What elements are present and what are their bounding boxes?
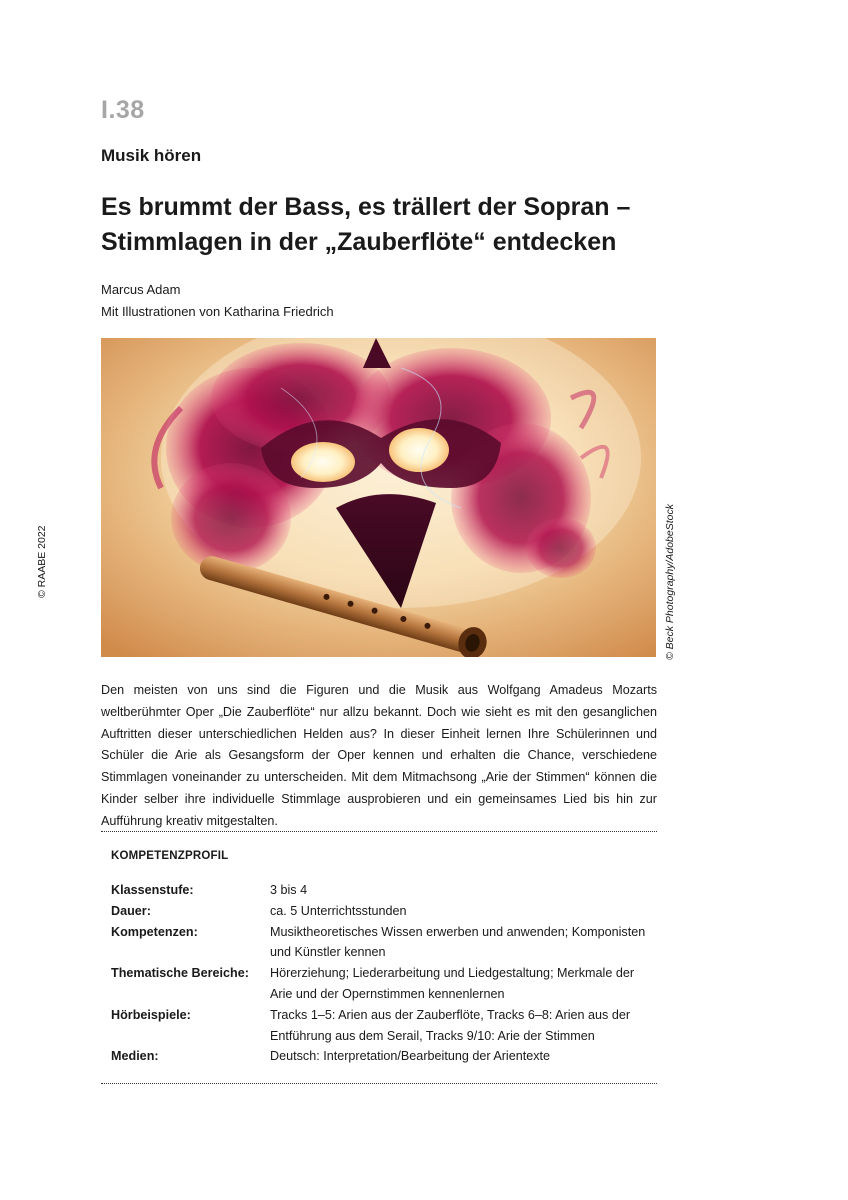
profile-label: Hörbeispiele: [111, 1007, 191, 1022]
feather-mask-with-flute-photo [101, 338, 656, 657]
author-name: Marcus Adam [101, 282, 181, 297]
profile-row-duration [111, 901, 651, 922]
copyright-side-label: © RAABE 2022 [36, 525, 48, 598]
intro-paragraph: Den meisten von uns sind die Figuren und die Musik aus Wolfgang Amadeus Mozarts weltberühmter Oper „Die Zauberflöte“ nur allzu bekannt. Doch wie sieht es mit den gesanglichen Auftritten dieser unterschiedlichen Helden aus? In dieser Einheit lernen Ihre Schülerinnen und Schüler die Arie als Gesangsform der Oper kennen und erhalten die Chance, verschiedene Stimmlagen voneinander zu unterscheiden. Mit dem Mitmachsong „Arie der Stimmen“ können die Kinder selber ihre individuelle Stimmlage ausprobieren und ein gemeinsames Lied bis hin zur Aufführung kreativ mitgestalten. [101, 683, 657, 828]
profile-value: Deutsch: Interpretation/Bearbeitung der Arientexte [270, 1049, 551, 1064]
page-title [101, 190, 721, 260]
profile-row-grade [111, 880, 651, 901]
profile-heading: KOMPETENZPROFIL [111, 850, 229, 862]
profile-value: Hörerziehung; Liederarbeitung und Liedgestaltung; Merkmale der Arie und der Opernstimmen kennenlernen [270, 966, 635, 1001]
profile-value: Tracks 1–5: Arien aus der Zauberflöte, Tracks 6–8: Arien aus der Entführung aus dem Serail, Tracks 9/10: Arie der Stimmen [270, 1007, 631, 1043]
title-line-1: Es brummt der Bass, es trällert der Sopran – [101, 193, 631, 221]
divider-bottom [101, 1083, 657, 1084]
author-block [101, 279, 334, 323]
title-line-2: Stimmlagen in der „Zauberflöte“ entdecken [101, 228, 617, 256]
profile-row-audio [111, 1005, 651, 1047]
category-label: Musik hören [101, 146, 202, 165]
profile-label: Klassenstufe: [111, 883, 194, 897]
profile-label: Thematische Bereiche: [111, 966, 249, 981]
divider-top [101, 831, 657, 832]
profile-label: Kompetenzen: [111, 924, 198, 939]
page-number: I.38 [101, 96, 145, 124]
competence-profile [111, 880, 651, 1067]
photo-credit: © Beck Photography/AdobeStock [664, 504, 676, 660]
profile-value: ca. 5 Unterrichtsstunden [270, 903, 407, 918]
profile-label: Medien: [111, 1049, 159, 1064]
profile-row-competences [111, 922, 651, 964]
profile-label: Dauer: [111, 903, 151, 918]
illustrator-credit: Mit Illustrationen von Katharina Friedrich [101, 304, 334, 319]
profile-row-topics [111, 963, 651, 1005]
profile-row-media [111, 1046, 651, 1067]
profile-value: 3 bis 4 [270, 883, 308, 897]
profile-value: Musiktheoretisches Wissen erwerben und anwenden; Komponisten und Künstler kennen [270, 924, 646, 960]
